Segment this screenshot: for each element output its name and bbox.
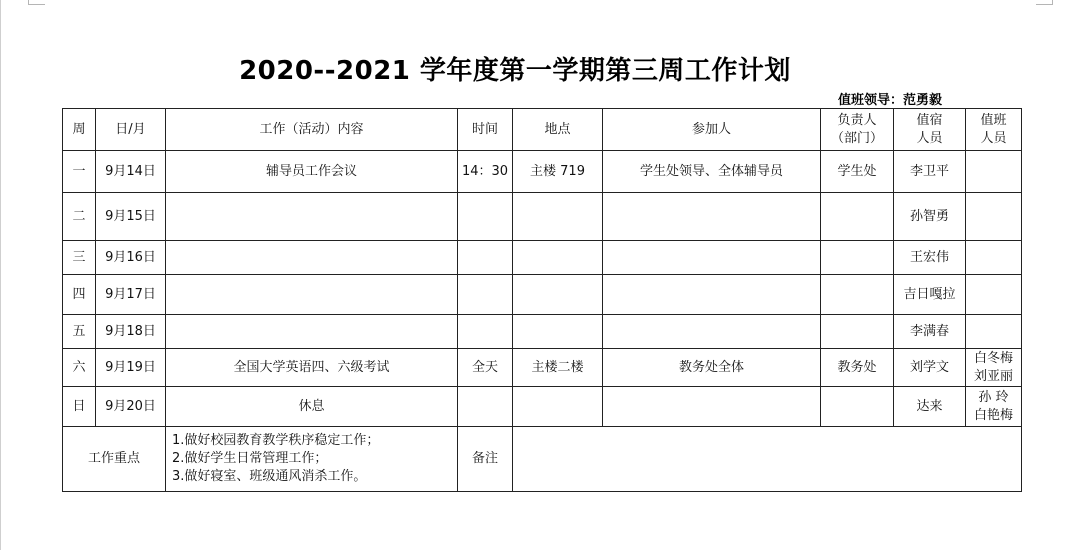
cell-shift-duty xyxy=(966,349,1022,387)
header-week: 周 xyxy=(63,109,96,151)
cell-dorm-duty: 李满春 xyxy=(894,315,966,349)
cell-participants xyxy=(603,387,821,427)
cell-shift-duty xyxy=(966,387,1022,427)
work-plan-table xyxy=(62,108,1022,492)
cell-place xyxy=(513,387,603,427)
duty-leader: 值班领导：范勇毅 xyxy=(838,93,943,108)
cell-week: 六 xyxy=(63,349,96,387)
cell-place: 主楼 719 xyxy=(513,151,603,193)
cell-time: 全天 xyxy=(458,349,513,387)
cell-time xyxy=(458,275,513,315)
header-shift-duty-line1: 值班 xyxy=(980,112,1007,128)
cell-time xyxy=(458,193,513,241)
cell-place xyxy=(513,193,603,241)
cell-dorm-duty: 吉日嘎拉 xyxy=(894,275,966,315)
table-row xyxy=(63,387,1022,427)
header-shift-duty-line2: 人员 xyxy=(980,130,1007,146)
cell-content xyxy=(166,193,458,241)
cell-week: 五 xyxy=(63,315,96,349)
key-work-item: 2.做好学生日常管理工作； xyxy=(172,451,328,466)
key-work-item: 1.做好校园教育教学秩序稳定工作； xyxy=(172,433,380,448)
cell-shift-duty xyxy=(966,275,1022,315)
cell-shift-duty xyxy=(966,193,1022,241)
header-place: 地点 xyxy=(513,109,603,151)
table-row xyxy=(63,315,1022,349)
cell-date: 9月19日 xyxy=(96,349,166,387)
footer-row xyxy=(63,427,1022,492)
key-work-label: 工作重点 xyxy=(63,427,166,492)
cell-time xyxy=(458,315,513,349)
cell-responsible xyxy=(821,387,894,427)
cell-dorm-duty: 孙智勇 xyxy=(894,193,966,241)
cell-responsible xyxy=(821,241,894,275)
cell-date: 9月18日 xyxy=(96,315,166,349)
cell-content: 全国大学英语四、六级考试 xyxy=(166,349,458,387)
header-row xyxy=(63,109,1022,151)
cell-dorm-duty: 刘学文 xyxy=(894,349,966,387)
cell-shift-duty-line2: 白艳梅 xyxy=(973,407,1013,423)
cell-shift-duty xyxy=(966,151,1022,193)
cell-place: 主楼二楼 xyxy=(513,349,603,387)
header-date: 日/月 xyxy=(96,109,166,151)
remark-label: 备注 xyxy=(458,427,513,492)
document-title: 2020--2021 学年度第一学期第三周工作计划 xyxy=(239,56,791,86)
page-corner-mark-left xyxy=(28,0,45,5)
cell-responsible xyxy=(821,315,894,349)
table-row xyxy=(63,151,1022,193)
header-content: 工作（活动）内容 xyxy=(166,109,458,151)
cell-shift-duty-line1: 孙 玲 xyxy=(978,389,1009,405)
cell-dorm-duty: 李卫平 xyxy=(894,151,966,193)
cell-content: 辅导员工作会议 xyxy=(166,151,458,193)
cell-place xyxy=(513,241,603,275)
cell-shift-duty xyxy=(966,241,1022,275)
cell-shift-duty xyxy=(966,315,1022,349)
cell-participants xyxy=(603,241,821,275)
cell-participants xyxy=(603,275,821,315)
header-dorm-duty-line1: 值宿 xyxy=(916,112,943,128)
cell-responsible: 学生处 xyxy=(821,151,894,193)
cell-participants xyxy=(603,315,821,349)
cell-week: 一 xyxy=(63,151,96,193)
page-corner-mark-right xyxy=(1036,0,1053,5)
cell-week: 二 xyxy=(63,193,96,241)
header-responsible-line1: 负责人 xyxy=(837,112,877,128)
cell-date: 9月15日 xyxy=(96,193,166,241)
cell-shift-duty-line2: 刘亚丽 xyxy=(973,368,1013,384)
cell-time xyxy=(458,387,513,427)
cell-responsible xyxy=(821,193,894,241)
table-row xyxy=(63,275,1022,315)
table-row xyxy=(63,193,1022,241)
cell-content xyxy=(166,241,458,275)
header-responsible xyxy=(821,109,894,151)
table-row xyxy=(63,349,1022,387)
table-row xyxy=(63,241,1022,275)
cell-date: 9月16日 xyxy=(96,241,166,275)
header-dorm-duty xyxy=(894,109,966,151)
cell-shift-duty-line1: 白冬梅 xyxy=(973,350,1013,366)
cell-date: 9月14日 xyxy=(96,151,166,193)
header-time: 时间 xyxy=(458,109,513,151)
remark-value xyxy=(513,427,1022,492)
key-work-list xyxy=(166,427,458,492)
cell-place xyxy=(513,315,603,349)
header-shift-duty xyxy=(966,109,1022,151)
cell-content: 休息 xyxy=(166,387,458,427)
cell-date: 9月20日 xyxy=(96,387,166,427)
cell-time xyxy=(458,241,513,275)
cell-week: 三 xyxy=(63,241,96,275)
cell-date: 9月17日 xyxy=(96,275,166,315)
cell-responsible: 教务处 xyxy=(821,349,894,387)
cell-time: 14：30 xyxy=(458,151,513,193)
cell-participants: 教务处全体 xyxy=(603,349,821,387)
header-responsible-line2: （部门） xyxy=(830,130,883,146)
key-work-item: 3.做好寝室、班级通风消杀工作。 xyxy=(172,469,367,484)
cell-dorm-duty: 王宏伟 xyxy=(894,241,966,275)
cell-content xyxy=(166,275,458,315)
header-dorm-duty-line2: 人员 xyxy=(916,130,943,146)
cell-participants xyxy=(603,193,821,241)
cell-dorm-duty: 达来 xyxy=(894,387,966,427)
cell-week: 四 xyxy=(63,275,96,315)
cell-week: 日 xyxy=(63,387,96,427)
cell-place xyxy=(513,275,603,315)
cell-responsible xyxy=(821,275,894,315)
cell-content xyxy=(166,315,458,349)
header-participants: 参加人 xyxy=(603,109,821,151)
cell-participants: 学生处领导、全体辅导员 xyxy=(603,151,821,193)
